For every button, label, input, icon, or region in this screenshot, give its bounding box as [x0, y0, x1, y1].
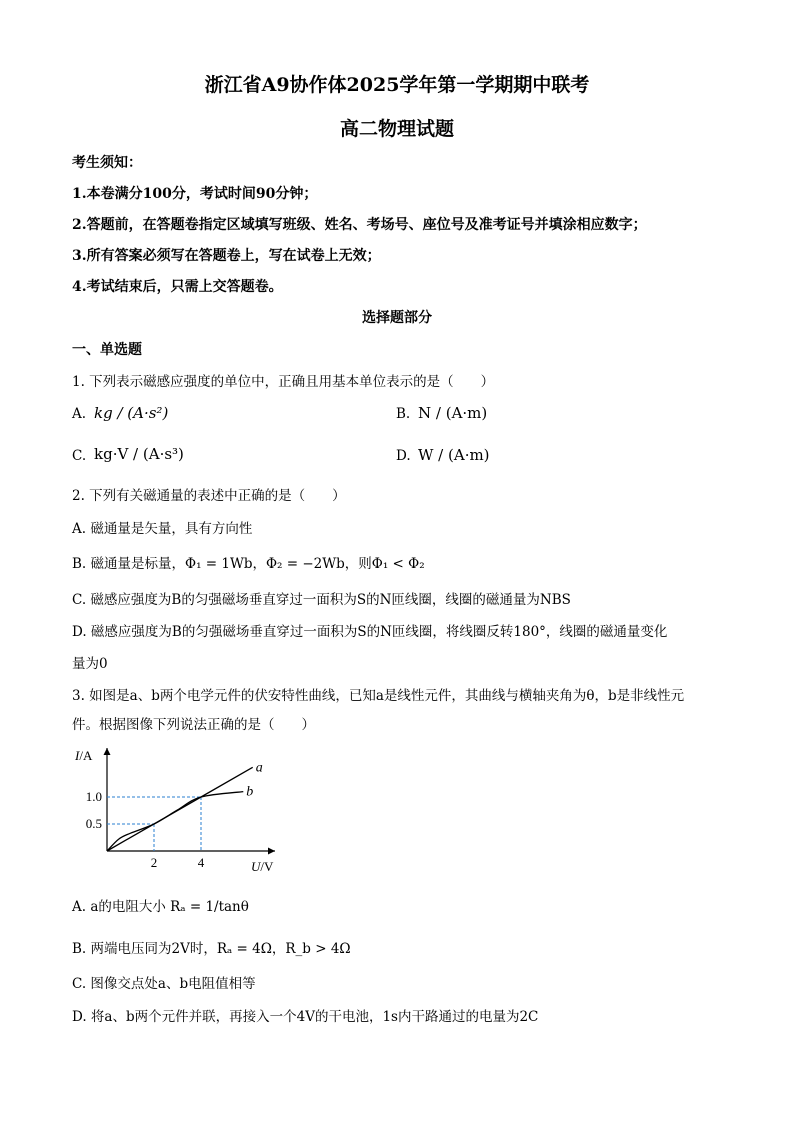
q1-option-a: kg / (A·s²) [94, 404, 169, 422]
notice-item-3: 3.所有答案必须写在答题卷上，写在试卷上无效； [72, 248, 381, 264]
part-title: 一、单选题 [72, 342, 142, 358]
x-tick-label-4: 4 [197, 855, 205, 870]
q1-option-c: kg·V / (A·s³) [94, 445, 184, 463]
q2-option-b: B. 磁通量是标量，Φ₁ = 1Wb，Φ₂ = −2Wb，则Φ₁ < Φ₂ [72, 556, 425, 572]
q2-option-d-line1: D. 磁感应强度为B的匀强磁场垂直穿过一面积为S的N匝线圈，将线圈反转180°，线圈的磁通量变化 [72, 624, 668, 640]
y-tick-label-0.5: 0.5 [85, 816, 102, 831]
series-b-label: b [246, 784, 254, 800]
q2-stem: 2. 下列有关磁通量的表述中正确的是（ ） [72, 488, 346, 504]
q3-stem-line2: 件。根据图像下列说法正确的是（ ） [72, 717, 315, 733]
q2-option-d-line2: 量为0 [72, 656, 108, 672]
q1-option-a-label: A. [72, 406, 87, 422]
q1-option-c-label: C. [72, 448, 87, 464]
q1-option-b-label: B. [396, 406, 411, 422]
q3-stem-line1: 3. 如图是a、b两个电学元件的伏安特性曲线，已知a是线性元件，其曲线与横轴夹角为θ，b是非线性元 [72, 688, 685, 704]
q2-option-a: A. 磁通量是矢量，具有方向性 [72, 521, 253, 537]
exam-subtitle: 高二物理试题 [339, 118, 454, 140]
notice-item-4: 4.考试结束后，只需上交答题卷。 [72, 279, 283, 295]
notice-heading: 考生须知： [72, 155, 142, 171]
q3-option-b: B. 两端电压同为2V时，Rₐ = 4Ω，R_b > 4Ω [72, 941, 351, 957]
notice-item-2: 2.答题前，在答题卷指定区域填写班级、姓名、考场号、座位号及准考证号并填涂相应数字； [72, 217, 647, 233]
exam-title: 浙江省A9协作体2025学年第一学期期中联考 [204, 74, 590, 96]
q1-option-d-label: D. [396, 448, 411, 464]
section-title: 选择题部分 [362, 310, 432, 326]
x-axis-label: U/V [251, 859, 274, 874]
q3-option-d: D. 将a、b两个元件并联，再接入一个4V的干电池，1s内干路通过的电量为2C [72, 1009, 539, 1025]
q2-option-c: C. 磁感应强度为B的匀强磁场垂直穿过一面积为S的N匝线圈，线圈的磁通量为NBS [72, 592, 571, 608]
q3-option-c: C. 图像交点处a、b电阻值相等 [72, 976, 256, 992]
iv-characteristic-chart [70, 742, 290, 877]
q3-option-a: A. a的电阻大小 Rₐ = 1/tanθ [72, 899, 249, 915]
y-tick-label-1.0: 1.0 [85, 789, 102, 804]
series-a-label: a [255, 760, 263, 776]
notice-item-1: 1.本卷满分100分，考试时间90分钟； [72, 186, 318, 202]
q1-option-b: N / (A·m) [418, 404, 488, 422]
series-b-line [107, 792, 243, 851]
y-axis-label: I/A [75, 748, 93, 763]
x-tick-label-2: 2 [150, 855, 158, 870]
q1-option-d: W / (A·m) [418, 446, 490, 464]
q1-stem: 1. 下列表示磁感应强度的单位中，正确且用基本单位表示的是（ ） [72, 374, 495, 390]
